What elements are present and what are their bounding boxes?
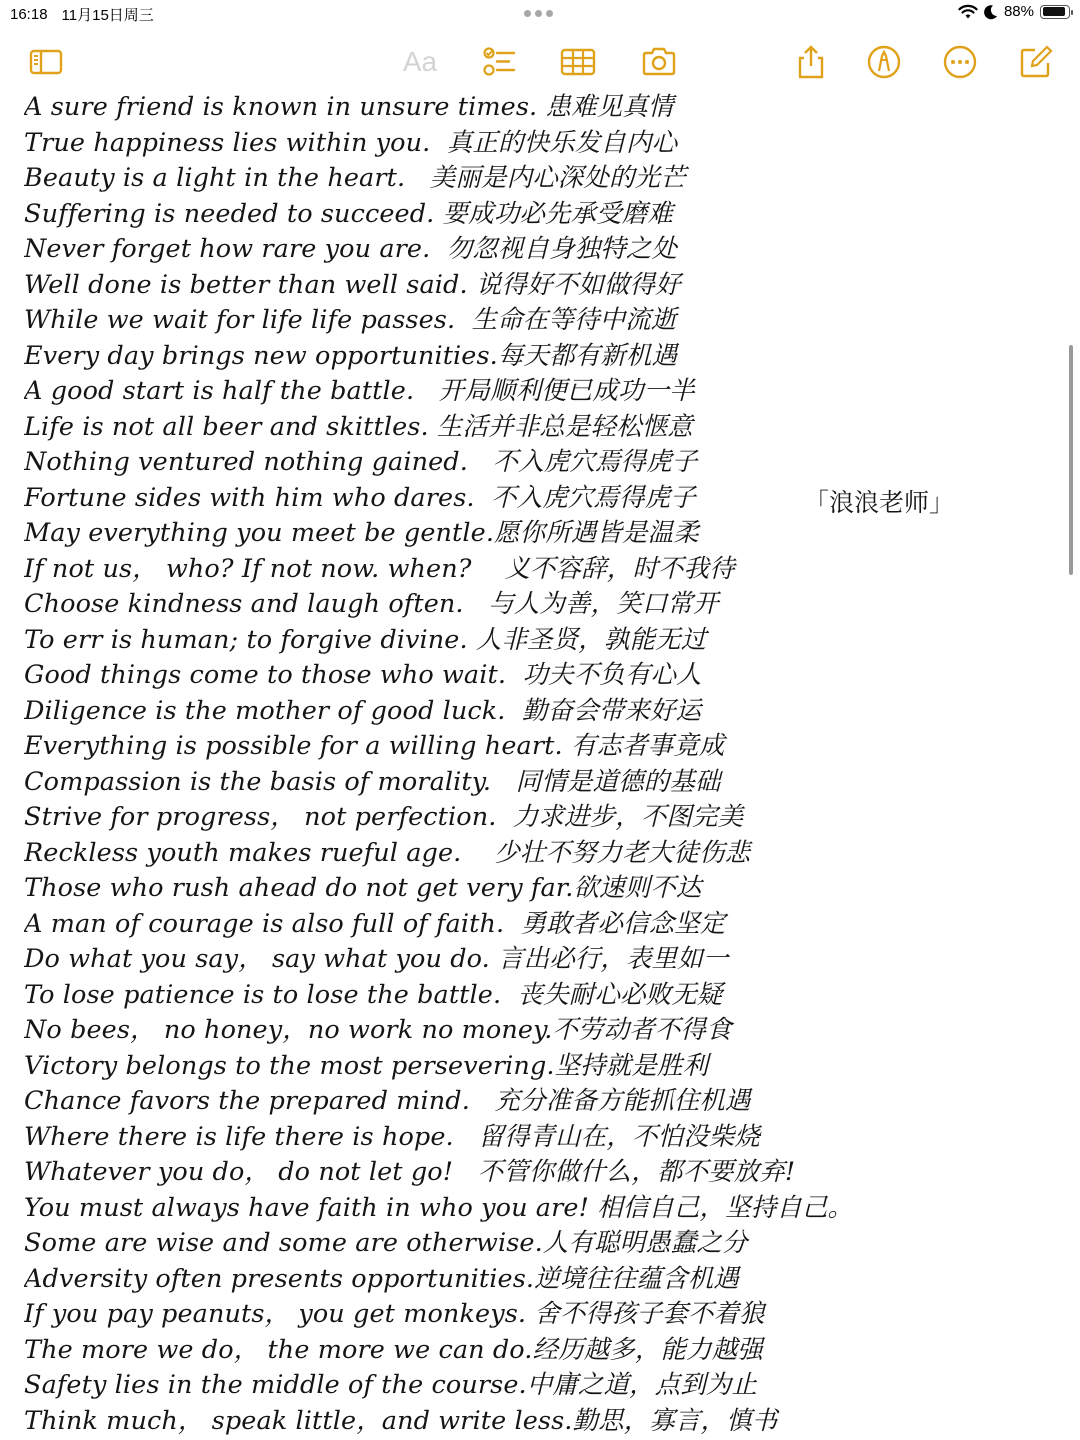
status-bar	[0, 0, 1080, 28]
note-line[interactable]: A good start is half the battle. 开局顺利便已成功一半	[24, 376, 695, 406]
dot-icon	[524, 10, 531, 17]
note-line[interactable]: Think much， speak little，and write less.勤思，寡言，慎书	[24, 1405, 778, 1436]
battery-icon	[1040, 5, 1070, 19]
dot-icon	[546, 10, 553, 17]
camera-icon	[641, 44, 677, 80]
note-line[interactable]: A man of courage is also full of faith. 勇敢者必信念坚定	[24, 908, 726, 939]
markup-icon	[866, 44, 902, 80]
table-button[interactable]	[558, 42, 598, 82]
multitasking-handle[interactable]	[524, 10, 553, 17]
note-line[interactable]: Strive for progress， not perfection. 力求进步，不图完美	[24, 802, 744, 832]
note-line[interactable]: Well done is better than well said. 说得好不如做得好	[24, 269, 681, 300]
note-line[interactable]: Diligence is the mother of good luck. 勤奋会带来好运	[24, 695, 702, 726]
note-line[interactable]: Some are wise and some are otherwise.人有聪明愚蠢之分	[24, 1228, 748, 1258]
note-line[interactable]: Good things come to those who wait. 功夫不负有心人	[24, 660, 702, 690]
note-line[interactable]: Nothing ventured nothing gained. 不入虎穴焉得虎子	[24, 447, 698, 477]
note-line[interactable]: Suffering is needed to succeed. 要成功必先承受磨难	[24, 198, 673, 229]
note-line[interactable]: Beauty is a light in the heart. 美丽是内心深处的光芒	[24, 163, 686, 193]
wifi-icon	[958, 4, 978, 20]
note-line[interactable]: Life is not all beer and skittles. 生活并非总是轻松惬意	[24, 411, 693, 442]
note-line[interactable]: The more we do， the more we can do.经历越多，能力越强	[24, 1334, 763, 1365]
note-line[interactable]: Choose kindness and laugh often. 与人为善，笑口常开	[24, 589, 719, 619]
sidebar-button[interactable]	[26, 42, 66, 82]
side-label: 「浪浪老师」	[804, 488, 955, 517]
checklist-icon	[481, 44, 517, 80]
note-line[interactable]: Fortune sides with him who dares. 不入虎穴焉得虎子	[24, 482, 696, 513]
format-button[interactable]	[400, 42, 440, 82]
compose-icon	[1018, 44, 1054, 80]
sidebar-icon	[28, 44, 64, 80]
note-line[interactable]: A sure friend is known in unsure times. 患难见真情	[24, 92, 674, 122]
dot-icon	[535, 10, 542, 17]
status-date: 11月15日周三	[61, 7, 154, 24]
status-left	[10, 4, 154, 25]
note-line[interactable]: While we wait for life life passes. 生命在等待中流逝	[24, 305, 677, 335]
share-icon	[793, 44, 829, 80]
note-line[interactable]: Safety lies in the middle of the course.中庸之道，点到为止	[24, 1370, 758, 1400]
note-line[interactable]: Chance favors the prepared mind. 充分准备方能抓住机遇	[24, 1086, 751, 1116]
note-line[interactable]: Victory belongs to the most persevering.坚持就是胜利	[24, 1050, 709, 1081]
note-line[interactable]: No bees， no honey，no work no money.不劳动者不得食	[24, 1015, 732, 1045]
more-button[interactable]	[940, 42, 980, 82]
note-line[interactable]: To lose patience is to lose the battle. 丧失耐心必败无疑	[24, 979, 723, 1010]
scrollbar[interactable]	[1069, 345, 1073, 575]
note-line[interactable]: Where there is life there is hope. 留得青山在，不怕没柴烧	[24, 1121, 760, 1152]
note-line[interactable]: Everything is possible for a willing heart. 有志者事竟成	[24, 731, 725, 761]
note-line[interactable]: If not us， who? If not now. when? 义不容辞，时不我待	[24, 553, 735, 584]
share-button[interactable]	[791, 42, 831, 82]
more-icon	[942, 44, 978, 80]
battery-percent: 88%	[1003, 3, 1034, 20]
note-line[interactable]: Never forget how rare you are. 勿忽视自身独特之处	[24, 234, 678, 264]
moon-icon	[984, 4, 998, 20]
note-line[interactable]: Those who rush ahead do not get very far.欲速则不达	[24, 873, 702, 903]
markup-button[interactable]	[864, 42, 904, 82]
compose-button[interactable]	[1016, 42, 1056, 82]
note-line[interactable]: Compassion is the basis of morality. 同情是道德的基础	[24, 766, 721, 797]
status-time: 16:18	[10, 6, 48, 23]
note-line[interactable]: Whatever you do， do not let go! 不管你做什么，都不要放弃!	[24, 1157, 796, 1187]
checklist-button[interactable]	[479, 42, 519, 82]
table-icon	[560, 44, 596, 80]
note-line[interactable]: If you pay peanuts， you get monkeys. 舍不得孩子套不着狼	[24, 1299, 765, 1329]
note-line[interactable]: Adversity often presents opportunities.逆境往往蕴含机遇	[24, 1263, 739, 1294]
battery-fill	[1043, 7, 1065, 16]
note-line[interactable]: True happiness lies within you. 真正的快乐发自内心	[24, 127, 678, 158]
note-line[interactable]: Do what you say， say what you do. 言出必行，表里如一	[24, 944, 729, 974]
note-body[interactable]	[24, 90, 1054, 1439]
format-label: Aa	[402, 46, 438, 77]
notes-toolbar	[0, 36, 1080, 88]
note-line[interactable]: Reckless youth makes rueful age. 少壮不努力老大徒伤悲	[24, 837, 751, 868]
note-line[interactable]: Every day brings new opportunities.每天都有新机遇	[24, 340, 678, 371]
camera-button[interactable]	[639, 42, 679, 82]
note-line[interactable]: To err is human; to forgive divine. 人非圣贤，孰能无过	[24, 624, 707, 655]
status-right	[958, 3, 1070, 20]
note-line[interactable]: May everything you meet be gentle.愿你所遇皆是温柔	[24, 518, 699, 548]
note-line[interactable]: You must always have faith in who you are! 相信自己，坚持自己。	[24, 1192, 854, 1223]
